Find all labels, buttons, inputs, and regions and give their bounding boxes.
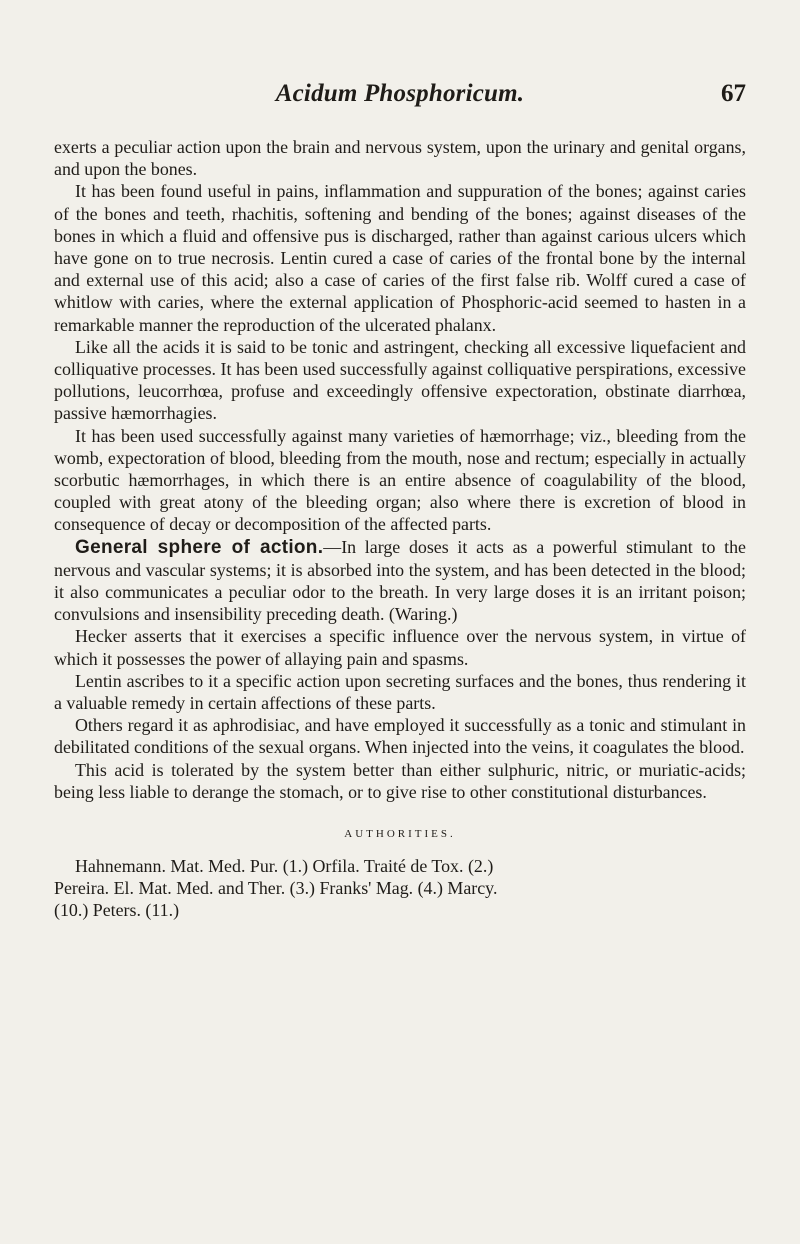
paragraph-continuation: exerts a peculiar action upon the brain and nervous system, upon the urinary and genital organs, and upon the bones. [54, 137, 746, 180]
page-header [0, 80, 800, 114]
section-heading: General sphere of action. [75, 536, 324, 558]
paragraph-general-sphere [54, 536, 746, 626]
authorities-line: (10.) Peters. (11.) [54, 900, 180, 921]
paragraph-hecker: Hecker asserts that it exercises a specific influence over the nervous system, in virtue of which it possesses the power of allaying pain and spasms. [54, 626, 746, 669]
paragraph-haemorrhage: It has been used successfully against many varieties of hæmorrhage; viz., bleeding from the womb, expectoration of blood, bleeding from the mouth, nose and rectum; especially in actually scorbutic hæmorrhages, in which there is an entire absence of coagulability of the blood, coupled with great atony of the bleeding organ; also where there is excretion of blood in consequence of decay or decomposition of the affected parts. [54, 425, 746, 535]
body-text [54, 136, 746, 921]
page-number: 67 [721, 80, 746, 107]
paragraph-lentin: Lentin ascribes to it a specific action upon secreting surfaces and the bones, thus rendering it a valuable remedy in certain affections of these parts. [54, 670, 746, 714]
paragraph-bones: It has been found useful in pains, inflammation and suppuration of the bones; against caries of the bones and teeth, rhachitis, softening and bending of the bones; against diseases of the bones in which a fluid and offensive pus is discharged, rather than against carious ulcers which have gone on to true necrosis. Lentin cured a case of caries of the frontal bone by the internal and external use of this acid; also a case of caries of the first false rib. Wolff cured a case of whitlow with caries, where the external application of Phosphoric-acid seemed to hasten in a remarkable manner the reproduction of the ulcerated phalanx. [54, 181, 746, 335]
section-text: —In large doses it acts as a powerful stimulant to the nervous and vascular systems; it is absorbed into the system, and has been detected in the blood; it also communicates a peculiar odor to the breath. In very large doses it is an irritant poison; convulsions and insensibility preceding death. (Waring.) [54, 536, 746, 625]
paragraph-tolerance: This acid is tolerated by the system better than either sulphuric, nitric, or muriatic-acids; being less liable to derange the stomach, or to give rise to other constitutional disturbances. [54, 759, 746, 802]
running-title: Acidum Phosphoricum. [275, 80, 525, 107]
authorities-list [54, 855, 746, 921]
authorities-line: Pereira. El. Mat. Med. and Ther. (3.) Franks' Mag. (4.) Marcy. [54, 878, 498, 899]
paragraph-tonic: Like all the acids it is said to be tonic and astringent, checking all excessive liquefacient and colliquative processes. It has been used successfully against colliquative perspirations, excessive pollutions, leucorrhœa, profuse and exceedingly offensive expectoration, obstinate diarrhœa, passive hæmorrhagies. [54, 336, 746, 424]
authorities-heading: AUTHORITIES. [344, 828, 456, 841]
authorities-line: Hahnemann. Mat. Med. Pur. (1.) Orfila. Traité de Tox. (2.) [75, 856, 494, 877]
paragraph-others: Others regard it as aphrodisiac, and have employed it successfully as a tonic and stimulant in debilitated conditions of the sexual organs. When injected into the veins, it coagulates the blood. [54, 715, 746, 758]
